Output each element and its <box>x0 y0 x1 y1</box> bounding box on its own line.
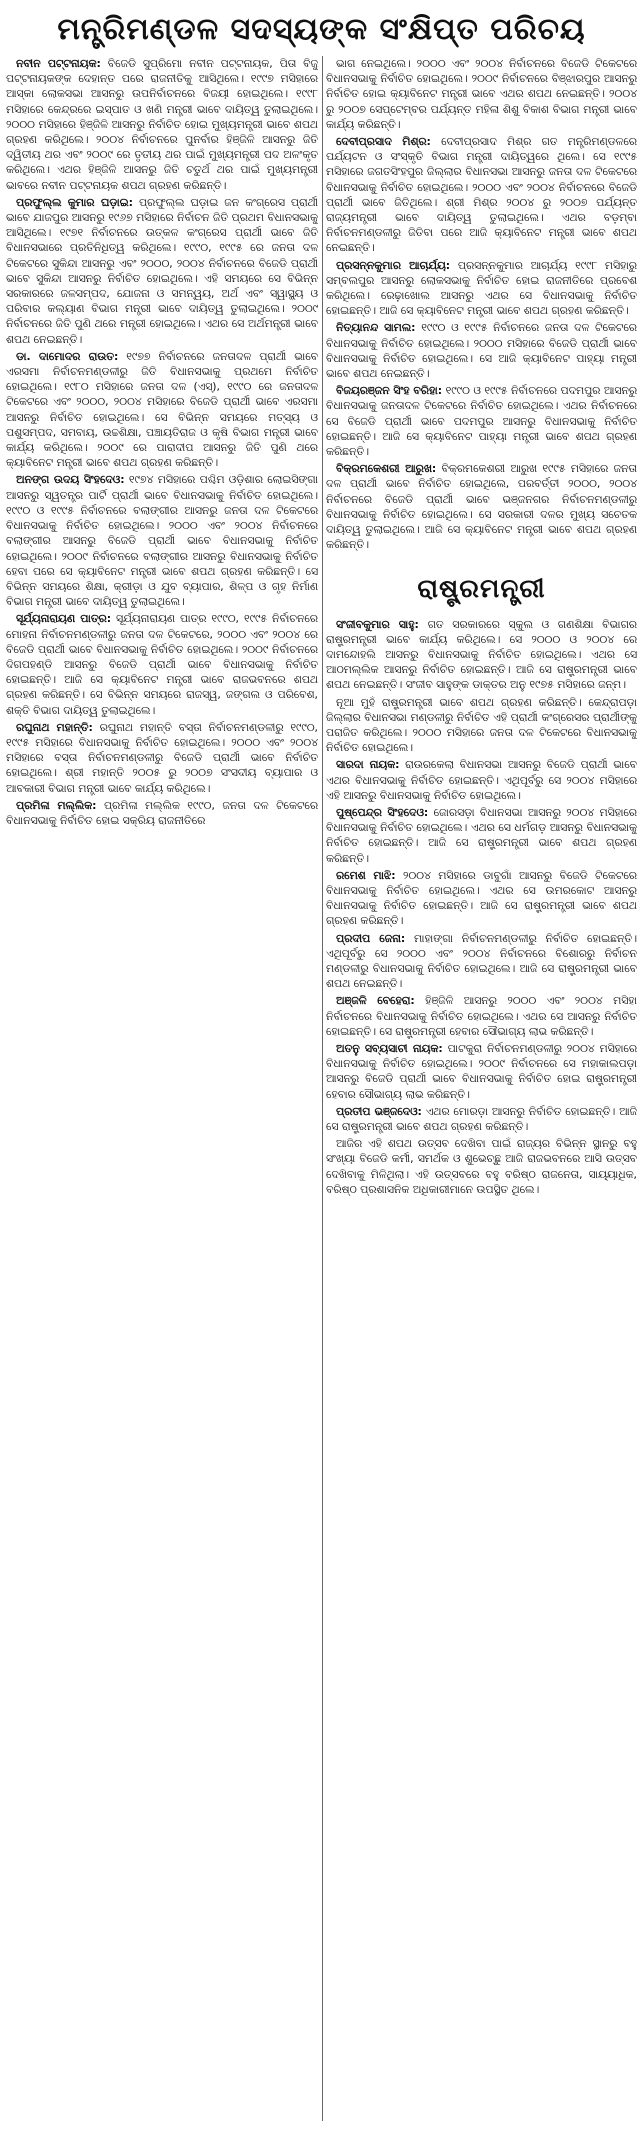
minister-bio-text: ୧୯୯୦ ଓ ୧୯୯୫ ନିର୍ବାଚନରେ ଜନତା ଦଳ ଟିକେଟରେ ବିଧାନସଭାକୁ ନିର୍ବାଚିତ ହୋଇଥିଲେ। ୨୦୦୦ ମସିହାରେ ବିଜେଡି ପ୍ରାର୍ଥୀ ଭାବେ ବିଧାନସଭାକୁ ନିର୍ବାଚିତ ହୋଇଥିଲେ। ସେ ଆଜି କ୍ୟାବିନେଟ ପାହ୍ୟା ମନ୍ତ୍ରୀ ଭାବେ ଶପଥ ନେଇଛନ୍ତି। <box>326 321 637 381</box>
minister-bio-text: ପ୍ରଫୁଲ୍ଲ ଘଡ଼ାଇ ଜନ କଂଗ୍ରେସ ପ୍ରାର୍ଥୀ ଭାବେ ଯାଜପୁର ଆସନରୁ ୧୯୬୭ ମସିହାରେ ନିର୍ବାଚନ ଜିତି ପ୍ରଥମ ବିଧାନସଭାକୁ ଆସିଥିଲେ। ୧୯୭୧ ନିର୍ବାଚନରେ ଉତ୍କଳ କଂଗ୍ରେସ ପ୍ରାର୍ଥୀ ଭାବେ ଜିତି ବିଧାନସଭାରେ ପ୍ରତିନିଧିତ୍ୱ କରିଥିଲେ। ୧୯୯୦, ୧୯୯୫ ରେ ଜନତା ଦଳ ଟିକେଟରେ ସୁକିନ୍ଦା ଆସନରୁ ଏବଂ ୨୦୦୦, ୨୦୦୪ ନିର୍ବାଚନରେ ବିଜେଡି ପ୍ରାର୍ଥୀ ଭାବେ ସୁକିନ୍ଦା ଆସନରୁ ନିର୍ବାଚିତ ହୋଇଥିଲେ। ଏହି ସମୟରେ ସେ ବିଭିନ୍ନ ସରକାରରେ ଜଳସମ୍ପଦ, ଯୋଜନା ଓ ସମନ୍ୱୟ, ଅର୍ଥ ଏବଂ ସ୍ୱାସ୍ଥ୍ୟ ଓ ପରିବାର କଲ୍ୟାଣ ବିଭାଗ ମନ୍ତ୍ରୀ ଭାବେ ଦାୟିତ୍ୱ ତୁଲାଇଥିଲେ। ୨୦୦୯ ନିର୍ବାଚନରେ ଜିତି ପୁଣି ଥରେ ମନ୍ତ୍ରୀ ହୋଇଥିଲେ। ଏଥର ସେ ଅର୍ଥମନ୍ତ୍ରୀ ଭାବେ ଶପଥ ନେଇଛନ୍ତି। <box>6 195 318 346</box>
minister-name: ପ୍ରସନ୍ନକୁମାର ଆଚାର୍ଯ୍ୟ: <box>336 258 451 272</box>
minister-bio-text: ଦେବୀପ୍ରସାଦ ମିଶ୍ର ଗତ ମନ୍ତ୍ରିମଣ୍ଡଳରେ ପର୍ଯ୍ୟଟନ ଓ ସଂସ୍କୃତି ବିଭାଗ ମନ୍ତ୍ରୀ ଦାୟିତ୍ୱରେ ଥିଲେ। ସେ ୧୯୯୫ ମସିହାରେ ଜଗତସିଂହପୁର ଜିଲ୍ଲାର ବିଧାନସଭା ଆସନରୁ ଜନତା ଦଳ ଟିକେଟରେ ବିଧାନସଭାକୁ ନିର୍ବାଚିତ ହୋଇଥିଲେ। ୨୦୦୦ ଏବଂ ୨୦୦୪ ନିର୍ବାଚନରେ ବିଜେଡି ପ୍ରାର୍ଥୀ ଭାବେ ଜିତିଥିଲେ। ଶ୍ରୀ ମିଶ୍ର ୨୦୦୪ ରୁ ୨୦୦୭ ପର୍ଯ୍ୟନ୍ତ ରାଜ୍ୟମନ୍ତ୍ରୀ ଭାବେ ଦାୟିତ୍ୱ ତୁଲାଇଥିଲେ। ଏଥର ବଡ଼ମ୍ବା ନିର୍ବାଚନମଣ୍ଡଳୀରୁ ଜିତିବା ପରେ ଆଜି କ୍ୟାବିନେଟ ମନ୍ତ୍ରୀ ଭାବେ ଶପଥ ନେଇଛନ୍ତି। <box>326 135 637 255</box>
minister-bio-text: ଭାଗ ନେଇଥିଲେ। ୨୦୦୦ ଏବଂ ୨୦୦୪ ନିର୍ବାଚନରେ ବିଜେଡି ଟିକେଟରେ ବିଧାନସଭାକୁ ନିର୍ବାଚିତ ହୋଇଥିଲେ। ୨୦୦୯ ନିର୍ବାଚନରେ ବିଞ୍ଝାରପୁର ଆସନରୁ ନିର୍ବାଚିତ ହୋଇ କ୍ୟାବିନେଟ ମନ୍ତ୍ରୀ ଭାବେ ଏଥର ଶପଥ ନେଇଛନ୍ତି। ୨୦୦୪ ରୁ ୨୦୦୭ ସେପ୍ଟେମ୍ବର ପର୍ଯ୍ୟନ୍ତ ମହିଳା ଶିଶୁ ବିକାଶ ବିଭାଗ ମନ୍ତ୍ରୀ ଭାବେ କାର୍ଯ୍ୟ କରିଛନ୍ତି। <box>326 57 637 131</box>
minister-bio-text: ହିଞ୍ଜିଳି ଆସନରୁ ୨୦୦୦ ଏବଂ ୨୦୦୪ ମସିହା ନିର୍ବାଚନରେ ବିଧାନସଭାକୁ ନିର୍ବାଚିତ ହୋଇଥିଲେ। ଏଥର ସେ ଆସନରୁ ନିର୍ବାଚିତ ହୋଇଛନ୍ତି। ସେ ରାଷ୍ଟ୍ରମନ୍ତ୍ରୀ ହେବାର ସୌଭାଗ୍ୟ ଲାଭ କରିଛନ୍ତି। <box>326 994 637 1038</box>
minister-bio <box>326 1104 637 1134</box>
minister-name: ବିକ୍ରମକେଶରୀ ଆରୁଖ: <box>336 462 437 476</box>
minister-bio <box>6 349 318 471</box>
minister-name: ଅନଙ୍ଗ ଉଦୟ ସିଂହଦେଓ: <box>16 473 125 487</box>
minister-name: ପ୍ରଫୁଲ୍ଲ କୁମାର ଘଡ଼ାଇ: <box>16 195 133 209</box>
column-divider <box>322 56 323 2121</box>
minister-bio <box>6 798 318 828</box>
minister-bio <box>326 695 637 756</box>
minister-name: ପ୍ରତୀପ ଭଞ୍ଜଦେଓ: <box>336 1104 422 1118</box>
cabinet-ministers-continued <box>326 56 637 553</box>
minister-bio <box>326 134 637 256</box>
minister-bio <box>326 258 637 319</box>
minister-bio-text: ପ୍ରମିଳା ମଲ୍ଲିକ ୧୯୯୦, ଜନତା ଦଳ ଟିକେଟରେ ବିଧାନସଭାକୁ ନିର୍ବାଚିତ ହୋଇ ସକ୍ରିୟ ରାଜନୀତିରେ <box>6 798 318 827</box>
minister-bio-text: ସୂର୍ଯ୍ୟନାରାୟଣ ପାତ୍ର ୧୯୯୦, ୧୯୯୫ ନିର୍ବାଚନରେ ମୋହନା ନିର୍ବାଚନମଣ୍ଡଳୀରୁ ଜନତା ଦଳ ଟିକେଟରେ, ୨୦୦୦ ଏବଂ ୨୦୦୪ ରେ ବିଜେଡି ପ୍ରାର୍ଥୀ ଭାବେ ବିଧାନସଭାକୁ ନିର୍ବାଚିତ ହୋଇଥିଲେ। ୨୦୦୯ ନିର୍ବାଚନରେ ଦିଗପହଣ୍ଡି ଆସନରୁ ବିଜେଡି ପ୍ରାର୍ଥୀ ଭାବେ ବିଧାନସଭାକୁ ନିର୍ବାଚିତ ହୋଇଛନ୍ତି। ଆଜି ସେ କ୍ୟାବିନେଟ ମନ୍ତ୍ରୀ ଭାବେ ରାଜଭବନରେ ଶପଥ ଗ୍ରହଣ କରିଛନ୍ତି। ସେ ବିଭିନ୍ନ ସମୟରେ ରାଜସ୍ୱ, ଜଙ୍ଗଲ ଓ ପରିବେଶ, ଶକ୍ତି ବିଭାଗ ଦାୟିତ୍ୱ ତୁଲାଇଥିଲେ। <box>6 612 318 717</box>
minister-bio-text: ୧୯୭୭ ନିର୍ବାଚନରେ ଜନତାଦଳ ପ୍ରାର୍ଥୀ ଭାବେ ଏରସମା ନିର୍ବାଚନମଣ୍ଡଳୀରୁ ଜିତି ବିଧାନସଭାକୁ ପ୍ରଥମେ ନିର୍ବାଚିତ ହୋଇଥିଲେ। ୧୯୮୦ ମସିହାରେ ଜନତା ଦଳ (ଏସ୍), ୧୯୯୦ ରେ ଜନତାଦଳ ଟିକେଟରେ ଏବଂ ୨୦୦୦, ୨୦୦୪ ମସିହାରେ ବିଜେଡି ପ୍ରାର୍ଥୀ ଭାବେ ଏରସମା ଆସନରୁ ନିର୍ବାଚିତ ହୋଇଥିଲେ। ସେ ବିଭିନ୍ନ ସମୟରେ ମତ୍ସ୍ୟ ଓ ପଶୁସମ୍ପଦ, ସମବାୟ, ଉଚ୍ଚଶିକ୍ଷା, ପଞ୍ଚାୟତିରାଜ ଓ କୃଷି ବିଭାଗ ମନ୍ତ୍ରୀ ଭାବେ କାର୍ଯ୍ୟ କରିଥିଲେ। ୨୦୦୯ ରେ ପାରାଦୀପ ଆସନରୁ ଜିତି ପୁଣି ଥରେ କ୍ୟାବିନେଟ ମନ୍ତ୍ରୀ ଭାବେ ଶପଥ ଗ୍ରହଣ କରିଛନ୍ତି। <box>6 349 318 470</box>
minister-bio-text: ୧୯୯୦ ଓ ୧୯୯୫ ନିର୍ବାଚନରେ ପଦମପୁର ଆସନରୁ ବିଧାନସଭାକୁ ଜନତାଦଳ ଟିକେଟରେ ନିର୍ବାଚିତ ହୋଇଥିଲେ। ଏଥର ନିର୍ବାଚନରେ ସେ ବିଜେଡି ପ୍ରାର୍ଥୀ ଭାବେ ପଦମପୁର ଆସନରୁ ବିଧାନସଭାକୁ ନିର୍ବାଚିତ ହୋଇଛନ୍ତି। ଆଜି ସେ କ୍ୟାବିନେଟ ପାହ୍ୟା ମନ୍ତ୍ରୀ ଭାବେ ଶପଥ ଗ୍ରହଣ କରିଛନ୍ତି। <box>326 384 637 459</box>
minister-name: ଦେବୀପ୍ରସାଦ ମିଶ୍ର: <box>336 135 431 149</box>
right-column <box>326 56 637 2129</box>
minister-name: ପୁଷ୍ପେନ୍ଦ୍ର ସିଂହଦେଓ: <box>336 805 429 819</box>
minister-name: ନିତ୍ୟାନନ୍ଦ ସାମଲ: <box>336 321 416 335</box>
minister-name: ଅତନୁ ସବ୍ୟସାଚୀ ନାୟକ: <box>336 1041 443 1055</box>
minister-bio-text: ଆଜିର ଏହି ଶପଥ ଉତ୍ସବ ଦେଖିବା ପାଇଁ ରାଜ୍ୟର ବିଭିନ୍ନ ସ୍ଥାନରୁ ବହୁ ସଂଖ୍ୟା ବିଜେଡି କର୍ମୀ, ସମର୍ଥକ ଓ ଶୁଭେଚ୍ଛୁ ଆଜି ରାଜଭବନରେ ଆସି ଉତ୍ସବ ଦେଖିବାକୁ ମିଳିଥିଲା। ଏହି ଉତ୍ସବରେ ବହୁ ବରିଷ୍ଠ ରାଜନେତା, ସାୟ୍ୟାଧିକ, ବରିଷ୍ଠ ପ୍ରଶାସନିକ ଅଧିକାରୀମାନେ ଉପସ୍ଥିତ ଥିଲେ। <box>326 1137 637 1196</box>
minister-bio <box>326 757 637 803</box>
minister-bio-text: ବିଜେଡି ସୁପ୍ରିମୋ ନବୀନ ପଟ୍ଟନାୟକ, ପିତା ବିଜୁ ପଟ୍ଟନାୟକଙ୍କ ଦେହାନ୍ତ ପରେ ରାଜନୀତିକୁ ଆସିଥିଲେ। ୧୯୯୭ ମସିହାରେ ଆସ୍କା ଲୋକସଭା ଆସନରୁ ଉପନିର୍ବାଚନରେ ବିଜୟୀ ହୋଇଥିଲେ। ୧୯୯୮ ମସିହାରେ କେନ୍ଦ୍ରରେ ଇସ୍ପାତ ଓ ଖଣି ମନ୍ତ୍ରୀ ଭାବେ ଦାୟିତ୍ୱ ତୁଲାଇଥିଲେ। ୨୦୦୦ ମସିହାରେ ହିଞ୍ଜିଳି ଆସନରୁ ନିର୍ବାଚିତ ହୋଇ ମୁଖ୍ୟମନ୍ତ୍ରୀ ଭାବେ ଶପଥ ଗ୍ରହଣ କରିଥିଲେ। ୨୦୦୪ ନିର୍ବାଚନରେ ପୁନର୍ବାର ହିଞ୍ଜିଳି ଆସନରୁ ଜିତି ଦ୍ୱିତୀୟ ଥର ଏବଂ ୨୦୦୯ ରେ ତୃତୀୟ ଥର ପାଇଁ ମୁଖ୍ୟମନ୍ତ୍ରୀ ପଦ ଅଳଂକୃତ କରିଥିଲେ। ଏଥର ହିଞ୍ଜିଳି ଆସନରୁ ଜିତି ଚତୁର୍ଥ ଥର ପାଇଁ ମୁଖ୍ୟମନ୍ତ୍ରୀ ଭାବରେ ନବୀନ ପଟ୍ଟନାୟକ ଶପଥ ଗ୍ରହଣ କରିଛନ୍ତି। <box>6 57 318 192</box>
minister-bio-text: ରଘୁନାଥ ମହାନ୍ତି ବସ୍ତା ନିର୍ବାଚନମଣ୍ଡଳୀରୁ ୧୯୯୦, ୧୯୯୫ ମସିହାରେ ବିଧାନସଭାକୁ ନିର୍ବାଚିତ ହୋଇଥିଲେ। ୨୦୦୦ ଏବଂ ୨୦୦୪ ମସିହାରେ ବସ୍ତା ନିର୍ବାଚନମଣ୍ଡଳୀରୁ ବିଜେଡି ପ୍ରାର୍ଥୀ ଭାବେ ନିର୍ବାଚିତ ହୋଇଥିଲେ। ଶ୍ରୀ ମହାନ୍ତି ୨୦୦୫ ରୁ ୨୦୦୭ ସଂସଦୀୟ ବ୍ୟାପାର ଓ ଆବକାରୀ ବିଭାଗ ମନ୍ତ୍ରୀ ଭାବେ କାର୍ଯ୍ୟ କରିଥିଲେ। <box>6 720 318 795</box>
minister-bio-text: ବିକ୍ରମକେଶରୀ ଆରୁଖ ୧୯୯୫ ମସିହାରେ ଜନତା ଦଳ ପ୍ରାର୍ଥୀ ଭାବେ ନିର୍ବାଚିତ ହୋଇଥିଲେ, ପରବର୍ତ୍ତୀ ୨୦୦୦, ୨୦୦୪ ନିର୍ବାଚନରେ ବିଜେଡି ପ୍ରାର୍ଥୀ ଭାବେ ଭଞ୍ଜନଗର ନିର୍ବାଚନମଣ୍ଡଳୀରୁ ବିଧାନସଭାକୁ ନିର୍ବାଚିତ ହୋଇଥିଲେ। ସେ ସରକାରୀ ଦଳର ମୁଖ୍ୟ ସଚେତକ ଦାୟିତ୍ୱ ତୁଲାଇଥିଲେ। ଆଜି ସେ କ୍ୟାବିନେଟ ମନ୍ତ୍ରୀ ଭାବେ ଶପଥ ଗ୍ରହଣ କରିଛନ୍ତି। <box>326 462 637 552</box>
minister-name: ପ୍ରମିଳା ମଲ୍ଲିକ: <box>16 798 97 812</box>
minister-name: ରମେଶ ମାଝି: <box>336 868 396 882</box>
minister-bio <box>326 868 637 929</box>
minister-bio-text: ନୂଆ ମୁହଁ ରାଷ୍ଟ୍ରମନ୍ତ୍ରୀ ଭାବେ ଶପଥ ଗ୍ରହଣ କରିଛନ୍ତି। କେନ୍ଦ୍ରାପଡ଼ା ଜିଲ୍ଲାର ବିଧାନସଭା ମଣ୍ଡଳୀରୁ ନିର୍ବାଚିତ ଏହି ପ୍ରାର୍ଥୀ କଂଗ୍ରେସର ପ୍ରାର୍ଥୀଙ୍କୁ ପରାଜିତ କରିଥିଲେ। ୨୦୦୦ ମସିହାରେ ଜନତା ଦଳ ଟିକେଟରେ ବିଧାନସଭାକୁ ନିର୍ବାଚିତ ହୋଇଥିଲେ। <box>326 695 637 755</box>
minister-bio-text: ପାଟକୁରା ନିର୍ବାଚନମଣ୍ଡଳୀରୁ ୨୦୦୪ ମସିହାରେ ବିଧାନସଭାକୁ ନିର୍ବାଚିତ ହୋଇଥିଲେ। ୨୦୦୯ ନିର୍ବାଚନରେ ସେ ମହାକାଲପଡ଼ା ଆସନରୁ ବିଜେଡି ପ୍ରାର୍ଥୀ ଭାବେ ବିଧାନସଭାକୁ ନିର୍ବାଚିତ ହୋଇ ରାଷ୍ଟ୍ରମନ୍ତ୍ରୀ ହେବାର ସୌଭାଗ୍ୟ ଲାଭ କରିଛନ୍ତି। <box>326 1041 637 1101</box>
minister-bio-text: ରାଉରକେଲା ବିଧାନସଭା ଆସନରୁ ବିଜେଡି ପ୍ରାର୍ଥୀ ଭାବେ ଏଥର ବିଧାନସଭାକୁ ନିର୍ବାଚିତ ହୋଇଛନ୍ତି। ଏଥିପୂର୍ବରୁ ସେ ୨୦୦୪ ମସିହାରେ ଏହି ଆସନରୁ ବିଧାନସଭାକୁ ନିର୍ବାଚିତ ହୋଇଥିଲେ। <box>326 758 637 802</box>
minister-bio <box>6 472 318 609</box>
minister-bio-text: ଜୋରସଡ଼ା ବିଧାନସଭା ଆସନରୁ ୨୦୦୪ ମସିହାରେ ବିଧାନସଭାକୁ ନିର୍ବାଚିତ ହୋଇଥିଲେ। ଏଥର ସେ ଧର୍ମଗଡ଼ ଆସନରୁ ବିଧାନସଭାକୁ ନିର୍ବାଚିତ ହୋଇଛନ୍ତି। ଆଜି ସେ ରାଷ୍ଟ୍ରମନ୍ତ୍ରୀ ଭାବେ ଶପଥ ଗ୍ରହଣ କରିଛନ୍ତି। <box>326 805 637 865</box>
state-ministers-list <box>326 617 637 1198</box>
minister-bio <box>6 195 318 347</box>
left-column <box>6 56 318 2129</box>
minister-bio <box>326 461 637 552</box>
minister-bio-text: ଏଥର ମୋରଡ଼ା ଆସନରୁ ନିର୍ବାଚିତ ହୋଇଛନ୍ତି। ଆଜି ସେ ରାଷ୍ଟ୍ରମନ୍ତ୍ରୀ ଭାବେ ଶପଥ ଗ୍ରହଣ କରିଛନ୍ତି। <box>326 1104 637 1133</box>
minister-name: ଅଞ୍ଜଳି ବେହେରା: <box>336 994 415 1008</box>
section-heading-state-ministers: ରାଷ୍ଟ୍ରମନ୍ତ୍ରୀ <box>417 573 546 604</box>
page-headline: ମନ୍ତ୍ରିମଣ୍ଡଳ ସଦସ୍ୟଙ୍କ ସଂକ୍ଷିପ୍ତ ପରିଚୟ <box>57 12 586 47</box>
minister-bio-text: ମାହାଙ୍ଗା ନିର୍ବାଚନମଣ୍ଡଳୀରୁ ନିର୍ବାଚିତ ହୋଇଛନ୍ତି। ଏଥିପୂର୍ବରୁ ସେ ୨୦୦୦ ଏବଂ ୨୦୦୪ ନିର୍ବାଚନରେ ବିଶୋରରୁ ନିର୍ବାଚନ ମଣ୍ଡଳୀରୁ ବିଧାନସଭାକୁ ନିର୍ବାଚିତ ହୋଇଥିଲେ। ଆଜି ସେ ରାଷ୍ଟ୍ରମନ୍ତ୍ରୀ ଭାବେ ଶପଥ ନେଇଛନ୍ତି। <box>326 931 637 991</box>
minister-bio-text: ୧୯୭୪ ମସିହାରେ ପଶ୍ଚିମ ଓଡ଼ିଶାର ଲୋଇସିଙ୍ଗା ଆସନରୁ ସ୍ୱତନ୍ତ୍ର ପାର୍ଟି ପ୍ରାର୍ଥୀ ଭାବେ ବିଧାନସଭାକୁ ନିର୍ବାଚିତ ହୋଇଥିଲେ। ୧୯୯୦ ଓ ୧୯୯୫ ନିର୍ବାଚନରେ ବଲାଙ୍ଗୀର ଆସନରୁ ଜନତା ଦଳ ଟିକେଟରେ ବିଧାନସଭାକୁ ନିର୍ବାଚିତ ହୋଇଥିଲେ। ୨୦୦୦ ଏବଂ ୨୦୦୪ ନିର୍ବାଚନରେ ବଲାଙ୍ଗୀର ଆସନରୁ ବିଜେଡି ପ୍ରାର୍ଥୀ ଭାବେ ବିଧାନସଭାକୁ ନିର୍ବାଚିତ ହୋଇଥିଲେ। ୨୦୦୯ ନିର୍ବାଚନରେ ବଲାଙ୍ଗୀର ଆସନରୁ ବିଧାନସଭାକୁ ନିର୍ବାଚିତ ହେବା ପରେ ସେ କ୍ୟାବିନେଟ ମନ୍ତ୍ରୀ ଭାବେ ଶପଥ ଗ୍ରହଣ କରିଛନ୍ତି। ସେ ବିଭିନ୍ନ ସମୟରେ ଶିକ୍ଷା, କ୍ରୀଡ଼ା ଓ ଯୁବ ବ୍ୟାପାର, ଶିଳ୍ପ ଓ ଗୃହ ନିର୍ମାଣ ବିଭାଗ ମନ୍ତ୍ରୀ ଭାବେ ଦାୟିତ୍ୱ ତୁଲାଇଥିଲେ। <box>6 473 318 609</box>
minister-name: ଡା. ଦାମୋଦର ରାଉତ: <box>16 349 119 363</box>
minister-bio <box>326 56 637 132</box>
minister-bio <box>326 383 637 459</box>
minister-name: ପ୍ରଦୀପ ଜେନା: <box>336 931 406 945</box>
minister-bio <box>326 805 637 866</box>
minister-bio <box>326 1136 637 1197</box>
minister-name: ସୂର୍ଯ୍ୟନାରାୟଣ ପାତ୍ର: <box>16 612 112 626</box>
minister-bio-text: ଗତ ସରକାରରେ ସ୍କୁଲ ଓ ଗଣଶିକ୍ଷା ବିଭାଗର ରାଷ୍ଟ୍ରମନ୍ତ୍ରୀ ଭାବେ କାର୍ଯ୍ୟ କରିଥିଲେ। ସେ ୨୦୦୦ ଓ ୨୦୦୪ ରେ ଦାମନ୍ଦୋହଲି ଆସନରୁ ବିଧାନସଭାକୁ ନିର୍ବାଚିତ ହୋଇଥିଲେ। ଏଥର ସେ ଆଠମଲ୍ଲିକ ଆସନରୁ ନିର୍ବାଚିତ ହୋଇଛନ୍ତି। ଆଜି ସେ ରାଷ୍ଟ୍ରମନ୍ତ୍ରୀ ଭାବେ ଶପଥ ନେଇଛନ୍ତି। ସଂଜୀବ ସାହୁଙ୍କ ଡାକ୍ତର ଅନୁ ୧୯୭୫ ମସିହାରେ ଜନ୍ମ। <box>326 617 637 692</box>
minister-bio-text: ୨୦୦୪ ମସିହାରେ ଡାବୁଗାଁ ଆସନରୁ ବିଜେଡି ଟିକେଟରେ ବିଧାନସଭାକୁ ନିର୍ବାଚିତ ହୋଇଥିଲେ। ଏଥର ସେ ଉମରକୋଟ ଆସନରୁ ବିଧାନସଭାକୁ ନିର୍ବାଚିତ ହୋଇଛନ୍ତି। ଆଜି ସେ ରାଷ୍ଟ୍ରମନ୍ତ୍ରୀ ଭାବେ ଶପଥ ଗ୍ରହଣ କରିଛନ୍ତି। <box>326 868 637 928</box>
minister-bio <box>6 611 318 717</box>
minister-name: ବିଜୟରଞ୍ଜନ ସିଂହ ବରିହା: <box>336 384 443 398</box>
minister-name: ନବୀନ ପଟ୍ଟନାୟକ: <box>16 57 101 70</box>
article-columns <box>6 56 637 2129</box>
minister-bio <box>326 617 637 693</box>
minister-name: ସାରଦା ନାୟକ: <box>336 758 400 772</box>
minister-bio <box>6 720 318 796</box>
minister-bio <box>326 320 637 381</box>
minister-bio <box>6 56 318 193</box>
minister-bio <box>326 931 637 992</box>
minister-bio <box>326 1041 637 1102</box>
minister-bio <box>326 993 637 1039</box>
minister-bio-text: ପ୍ରସନ୍ନକୁମାର ଆଚାର୍ଯ୍ୟ ୧୯୯୮ ମସିହାରୁ ସମ୍ବଲପୁର ଆସନରୁ ଲୋକସଭାକୁ ନିର୍ବାଚିତ ହୋଇ ରାଜନୀତିରେ ପ୍ରବେଶ କରିଥିଲେ। ରେଢ଼ାଖୋଲ ଆସନରୁ ଏଥର ସେ ବିଧାନସଭାକୁ ନିର୍ବାଚିତ ହୋଇଛନ୍ତି। ଆଜି ସେ କ୍ୟାବିନେଟ ମନ୍ତ୍ରୀ ଭାବେ ଶପଥ ଗ୍ରହଣ କରିଛନ୍ତି। <box>326 258 637 318</box>
minister-name: ରଘୁନାଥ ମହାନ୍ତି: <box>16 720 93 734</box>
minister-name: ସଂଜୀବକୁମାର ସାହୁ: <box>336 617 419 631</box>
